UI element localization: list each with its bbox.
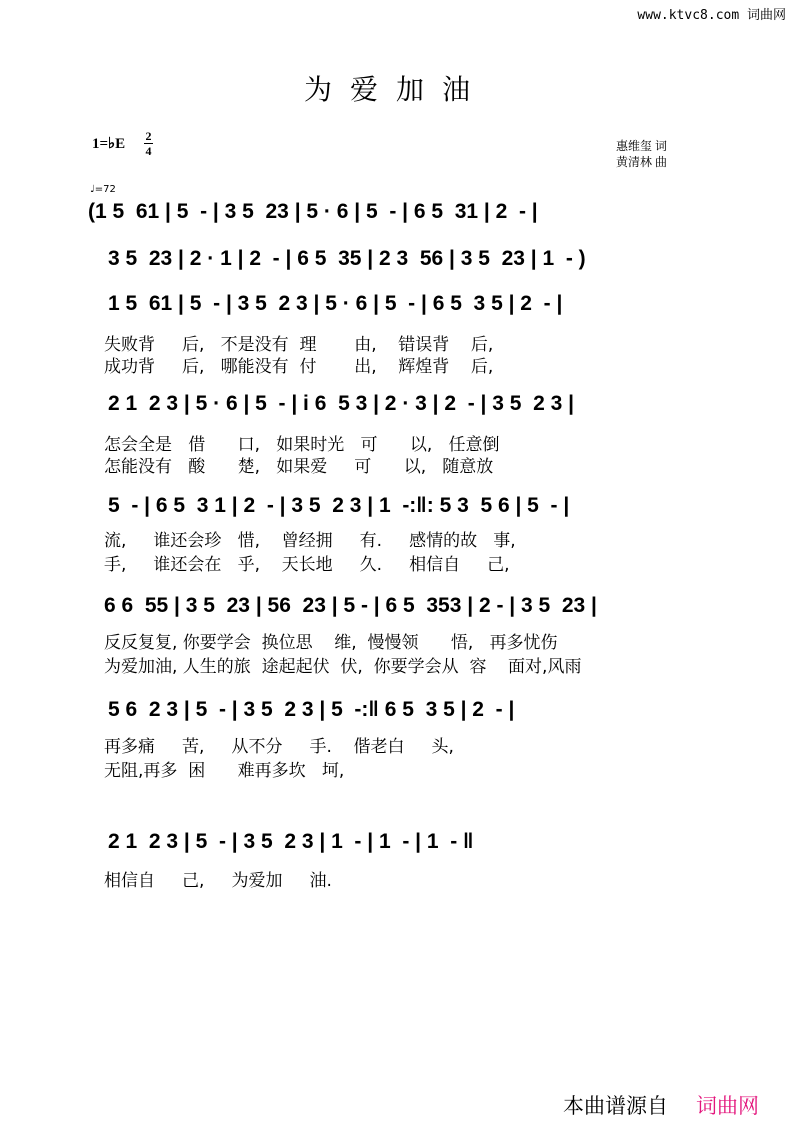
- lyrics-verse-1: 反反复复, 你要学会 换位思 维, 慢慢领 悟, 再多忧伤: [104, 633, 558, 653]
- composer: 黄清林 曲: [616, 155, 668, 169]
- tempo-marking: ♩=72: [90, 184, 116, 195]
- notes: 6 6 55 | 3 5 23 | 56 23 | 5 - | 6 5 353 | 2 - | 3 5 23 |: [104, 594, 597, 617]
- notes: (1 5 61 | 5 - | 3 5 23 | 5 · 6 | 5 - | 6 5 31 | 2 - |: [88, 200, 538, 223]
- time-signature-bottom: 4: [145, 144, 152, 158]
- lyrics-verse-1: 相信自 己, 为爱加 油.: [104, 871, 332, 891]
- source-label: 本曲谱源自: [563, 1094, 668, 1118]
- notes: 1 5 61 | 5 - | 3 5 2 3 | 5 · 6 | 5 - | 6 5 3 5 | 2 - |: [108, 292, 563, 315]
- notes: 5 - | 6 5 3 1 | 2 - | 3 5 2 3 | 1 -:‖: 5 3 5 6 | 5 - |: [108, 494, 570, 517]
- time-signature-top: 2: [145, 129, 152, 143]
- song-title: 为爱加油: [303, 73, 488, 106]
- lyrics-verse-2: 无阻,再多 困 难再多坎 坷,: [104, 761, 345, 781]
- lyricist: 惠维玺 词: [616, 139, 668, 153]
- key-signature: 1=♭E: [92, 136, 126, 152]
- lyrics-verse-2: 怎能没有 酸 楚, 如果爱 可 以, 随意放: [104, 457, 494, 477]
- credits: [616, 138, 667, 170]
- lyrics-verse-1: 怎会全是 借 口, 如果时光 可 以, 任意倒: [104, 435, 500, 455]
- lyrics-verse-2: 为爱加油, 人生的旅 途起起伏 伏, 你要学会从 容 面对,风雨: [104, 657, 582, 677]
- notes: 2 1 2 3 | 5 · 6 | 5 - | i 6 5 3 | 2 · 3 | 2 - | 3 5 2 3 |: [108, 392, 575, 415]
- lyrics-verse-2: 成功背 后, 哪能没有 付 出, 辉煌背 后,: [104, 357, 494, 377]
- lyrics-verse-1: 失败背 后, 不是没有 理 由, 错误背 后,: [104, 335, 494, 355]
- lyrics-verse-2: 手, 谁还会在 乎, 天长地 久. 相信自 己,: [104, 555, 510, 575]
- footer-source: [563, 1090, 759, 1120]
- lyrics-verse-1: 流, 谁还会珍 惜, 曾经拥 有. 感情的故 事,: [104, 531, 516, 551]
- time-signature: [144, 130, 153, 157]
- notes: 3 5 23 | 2 · 1 | 2 - | 6 5 35 | 2 3 56 | 3 5 23 | 1 - ): [108, 247, 586, 270]
- lyrics-verse-1: 再多痛 苦, 从不分 手. 偕老白 头,: [104, 737, 454, 757]
- brand-name: 词曲网: [696, 1094, 759, 1118]
- notes: 5 6 2 3 | 5 - | 3 5 2 3 | 5 -:‖ 6 5 3 5 | 2 - |: [108, 698, 515, 721]
- notes: 2 1 2 3 | 5 - | 3 5 2 3 | 1 - | 1 - | 1 - ‖: [108, 830, 474, 853]
- watermark: www.ktvc8.com 词曲网: [637, 8, 786, 23]
